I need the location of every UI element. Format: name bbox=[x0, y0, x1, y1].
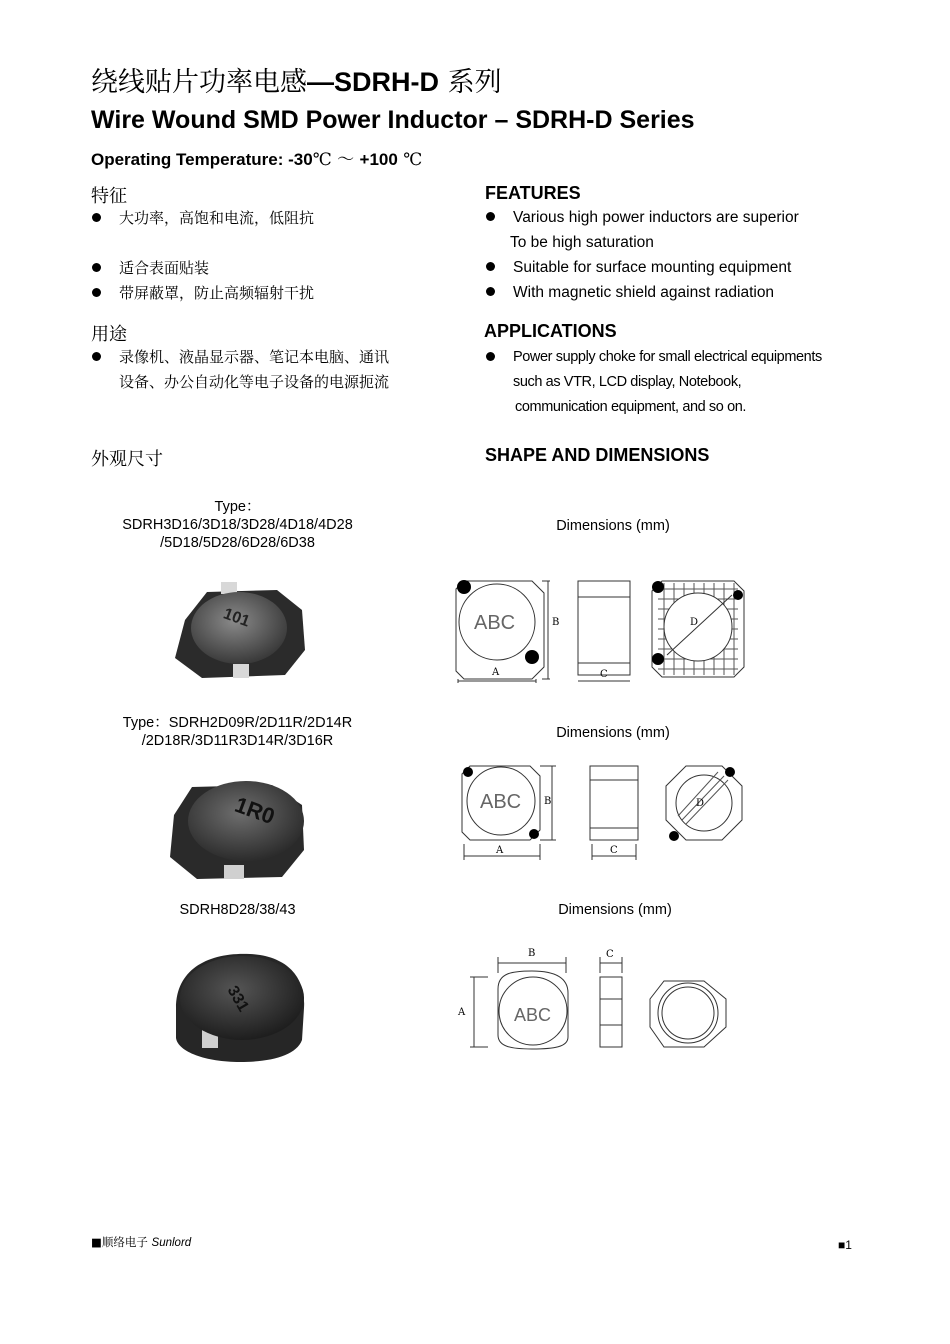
features-heading-cn: 特征 bbox=[91, 186, 127, 207]
inductor-photo-2 bbox=[162, 765, 312, 885]
applications-list-en bbox=[485, 345, 925, 420]
dim-b-label: B bbox=[552, 617, 560, 628]
marking-text: 101 bbox=[220, 605, 252, 631]
bullet-icon bbox=[92, 288, 101, 297]
list-item: 适合表面贴装 bbox=[91, 256, 451, 281]
dim-d-label: D bbox=[696, 798, 705, 809]
list-item: 大功率，高饱和电流，低阻抗 bbox=[91, 206, 451, 231]
dimensions-label-1: Dimensions (mm) bbox=[556, 518, 670, 534]
operating-temperature: Operating Temperature: -30℃ ～ +100 ℃ bbox=[91, 150, 423, 170]
type-label-3: SDRH8D28/38/43 bbox=[179, 902, 296, 918]
page-number: ■1 bbox=[838, 1238, 852, 1252]
bullet-icon bbox=[486, 352, 495, 361]
dimension-drawing-1 bbox=[452, 575, 752, 687]
dim-b-label: B bbox=[544, 796, 552, 807]
marking-text: 1R0 bbox=[231, 791, 279, 830]
dim-c-label: C bbox=[606, 949, 614, 960]
footer-company: ■顺络电子 Sunlord bbox=[91, 1235, 192, 1249]
dimension-drawing-2 bbox=[458, 760, 753, 862]
dimensions-label-3: Dimensions (mm) bbox=[558, 902, 672, 918]
list-item: 带屏蔽罩，防止高频辐射干扰 bbox=[91, 281, 451, 306]
list-item: Power supply choke for small electrical equipments such as VTR, LCD display, Notebook, communication equipment, and so on. bbox=[485, 345, 925, 420]
list-item: Various high power inductors are superior To be high saturation bbox=[485, 205, 905, 255]
inductor-photo-3 bbox=[170, 948, 310, 1066]
marking-text: 331 bbox=[223, 983, 252, 1015]
bullet-icon bbox=[486, 262, 495, 271]
type-label-1: Type： SDRH3D16/3D18/3D28/4D18/4D28 /5D18/5D28/6D28/6D38 bbox=[122, 499, 353, 551]
bullet-icon bbox=[486, 287, 495, 296]
dimension-drawing-3 bbox=[454, 943, 739, 1055]
dim-a-label: A bbox=[492, 667, 500, 678]
bullet-icon bbox=[92, 263, 101, 272]
dim-a-label: A bbox=[496, 845, 504, 856]
title-english: Wire Wound SMD Power Inductor – SDRH-D Series bbox=[91, 106, 695, 134]
dim-c-label: C bbox=[610, 845, 618, 856]
features-list-cn bbox=[91, 206, 451, 306]
title-chinese: 绕线贴片功率电感—SDRH-D 系列 bbox=[91, 67, 502, 98]
features-list-en bbox=[485, 205, 905, 305]
shape-heading-en: SHAPE AND DIMENSIONS bbox=[485, 445, 710, 465]
applications-heading-cn: 用途 bbox=[91, 324, 127, 345]
inductor-photo-1 bbox=[167, 580, 312, 685]
abc-label: ABC bbox=[480, 791, 522, 813]
abc-label: ABC bbox=[474, 612, 516, 634]
shape-heading-cn: 外观尺寸 bbox=[91, 449, 163, 470]
list-item: 录像机、液晶显示器、笔记本电脑、通讯 设备、办公自动化等电子设备的电源扼流 bbox=[91, 345, 471, 395]
list-item: Suitable for surface mounting equipment bbox=[485, 255, 905, 280]
abc-label: ABC bbox=[514, 1005, 552, 1025]
bullet-icon bbox=[486, 212, 495, 221]
list-item: With magnetic shield against radiation bbox=[485, 280, 905, 305]
bullet-icon bbox=[92, 352, 101, 361]
applications-list-cn bbox=[91, 345, 471, 395]
bullet-icon bbox=[92, 213, 101, 222]
dim-c-label: C bbox=[600, 669, 608, 680]
dimensions-label-2: Dimensions (mm) bbox=[556, 725, 670, 741]
type-label-2: Type：SDRH2D09R/2D11R/2D14R /2D18R/3D11R3D14R/3D16R bbox=[122, 715, 353, 749]
dim-d-label: D bbox=[690, 617, 699, 628]
dim-a-label: A bbox=[458, 1007, 466, 1018]
dim-b-label: B bbox=[528, 948, 536, 959]
features-heading-en: FEATURES bbox=[485, 183, 581, 203]
applications-heading-en: APPLICATIONS bbox=[484, 321, 617, 341]
